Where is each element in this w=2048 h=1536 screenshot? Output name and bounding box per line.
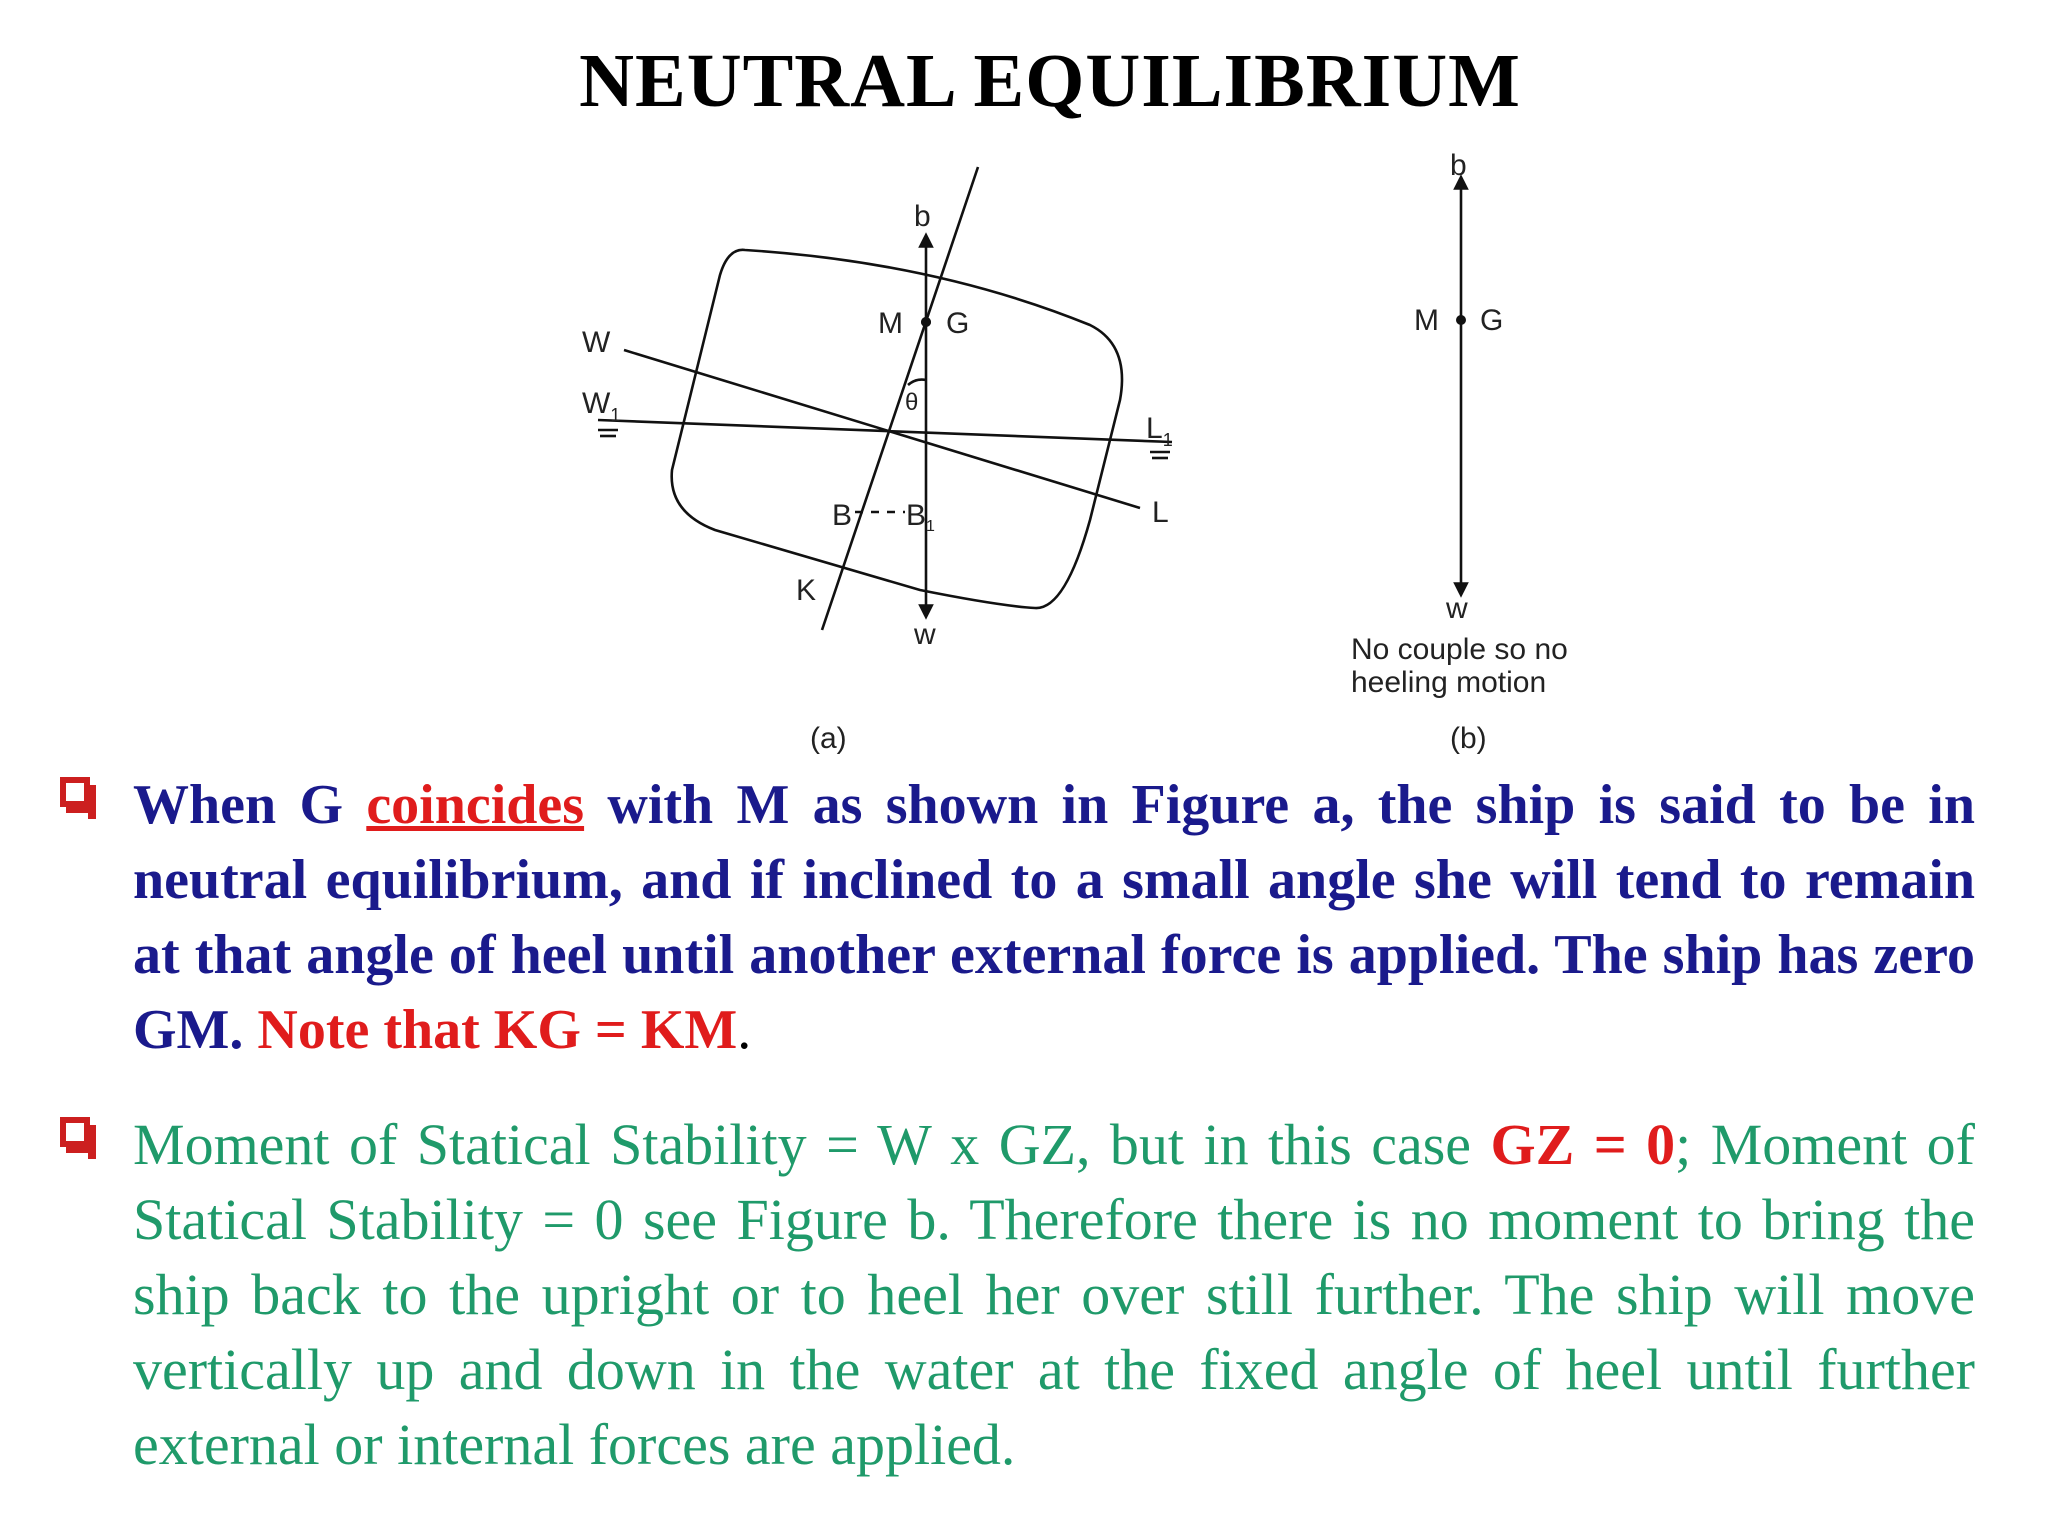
p1-note: Note that KG = KM [257,999,738,1061]
p2-gz-zero: GZ = 0 [1490,1112,1676,1177]
label-b-buoyancy: B [832,499,853,532]
p1-text-b: with M as shown in Figure a, the ship is said to be in neutral equilibrium, and if inclined to a small angle she will tend to remain at that angle of heel until another external force is applied. The ship has zero GM. [133,774,1976,1061]
label-w1 [582,387,620,425]
label-b1-sub: 1 [926,518,935,535]
label-l1-main: L [1146,412,1163,445]
bullet-icon-1 [60,777,90,807]
hull-outline [672,250,1122,608]
paragraph-statical-stability [133,1107,1975,1482]
caption-a: (a) [810,722,847,755]
label-g: G [946,307,970,340]
label-w1-main: W [582,387,611,420]
label-l: L [1152,496,1169,529]
p1-text-a: When G [133,774,367,836]
label-l1-sub: 1 [1162,430,1173,450]
p2-text-b: ; Moment of Statical Stability = 0 see Figure b. Therefore there is no moment to bring the ship back to the upright or to heel her over still further. The ship will move vertically up and down in the water at the fixed angle of heel until further external or internal forces are applied. [133,1112,1975,1477]
label-k: K [796,574,817,607]
label-w: W [582,326,611,359]
label-m-fig-b: M [1414,304,1439,337]
page-title: NEUTRAL EQUILIBRIUM [579,39,1521,123]
label-b1 [906,499,935,535]
waterline-wl [624,350,1140,508]
mg-point-a [921,317,931,327]
paragraph-neutral-equilibrium [133,768,1975,1068]
figure-a [598,167,1172,630]
p1-coincides: coincides [366,774,585,836]
label-m: M [878,307,903,340]
note-line-2: heeling motion [1351,666,1547,699]
p2-text-a: Moment of Statical Stability = W x GZ, but in this case [133,1112,1491,1177]
label-g-fig-b: G [1480,304,1504,337]
label-w-fig-b: w [1446,592,1468,625]
caption-b: (b) [1450,722,1487,755]
label-w-weight: w [914,618,936,651]
ship-centreline [822,167,978,630]
label-w1-sub: 1 [610,405,621,425]
label-l1 [1146,412,1173,450]
theta-arc [908,380,926,385]
note-line-1: No couple so no [1351,633,1568,666]
mg-point-b [1456,315,1466,325]
waterline-w1l1 [598,420,1172,442]
label-b1-main: B [906,499,927,532]
p1-period: . [737,999,752,1061]
label-b: b [914,200,931,233]
bullet-icon-2 [60,1117,90,1147]
label-theta: θ [905,389,919,416]
label-b-fig-b: b [1450,149,1467,182]
